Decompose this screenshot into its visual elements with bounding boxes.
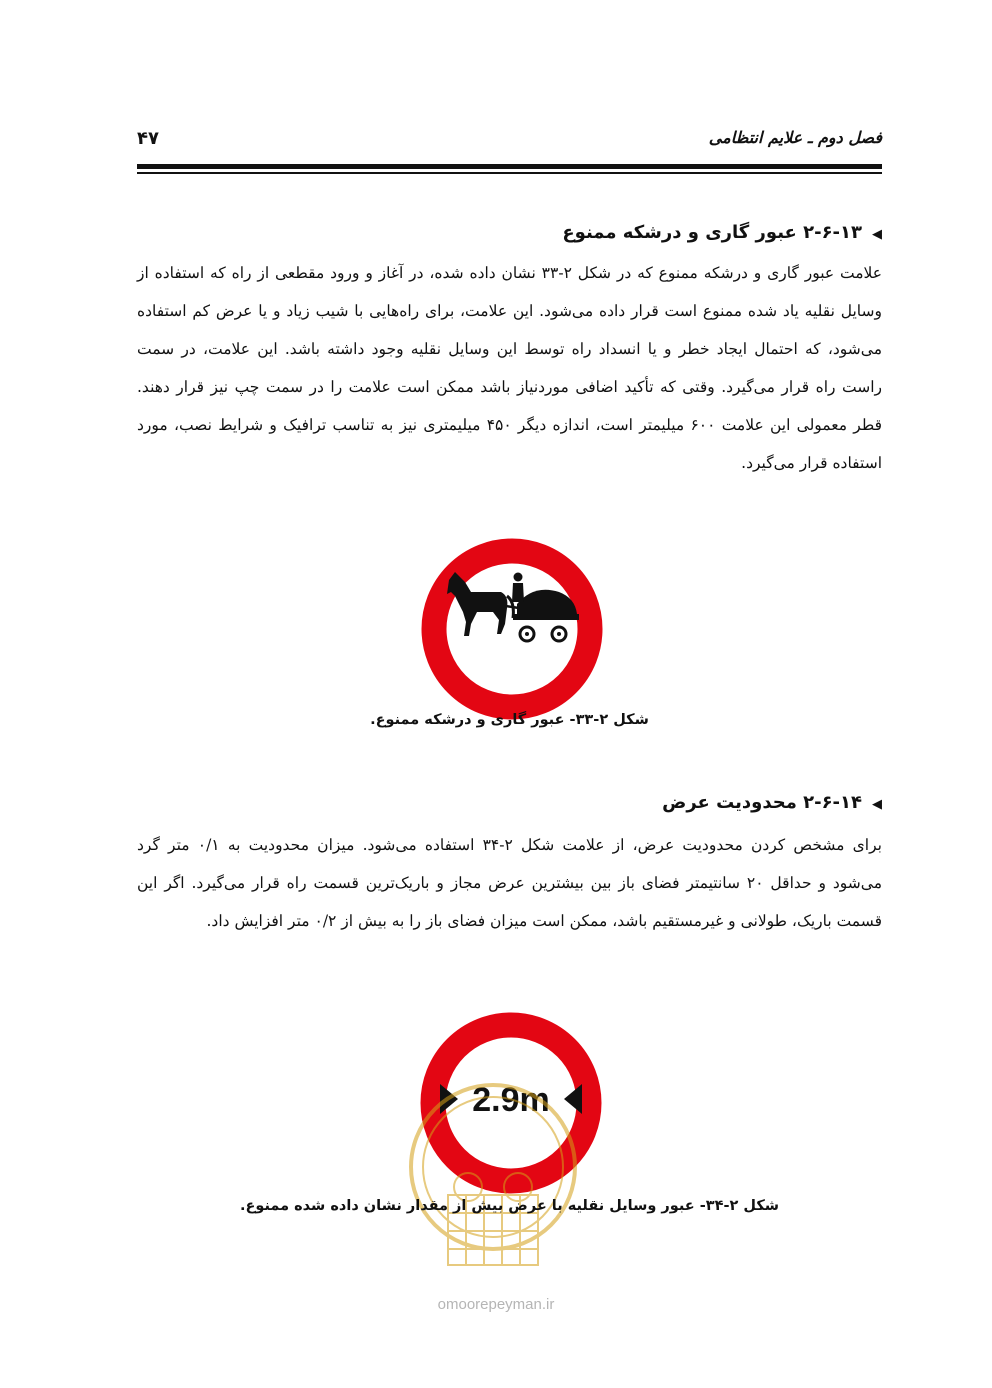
figure-caption-34: شکل ۲-۳۴- عبور وسایل نقلیه با عرض بیش از مقدار نشان داده شده ممنوع. [239,1198,780,1214]
section-title-width [662,792,882,813]
header-rule-thin [137,172,882,174]
figure-caption-33: شکل ۲-۳۳- عبور گاری و درشکه ممنوع. [370,712,649,728]
triangle-bullet-icon: ◀ [872,797,882,812]
watermark-text: omoorepeyman.ir [437,1296,555,1313]
page-number: ۴۷ [137,128,159,149]
section-title-text: ۲-۶-۱۴ محدودیت عرض [662,792,862,813]
no-carts-sign [419,536,605,722]
watermark-logo-icon [378,1075,608,1275]
section-title-text: ۲-۶-۱۳ عبور گاری و درشکه ممنوع [562,222,862,243]
triangle-bullet-icon: ◀ [872,227,882,242]
running-head: فصل دوم ـ علایم انتظامی [708,128,882,147]
section-title-cart [562,222,882,243]
section-body-cart: علامت عبور گاری و درشکه ممنوع که در شکل ۲-۳۳ نشان داده شده، در آغاز و ورود مقطعی از راه که استفاده از وسایل نقلیه یاد شده ممنوع است قرار داده می‌شود. این علامت، برای راه‌هایی با شیب زیاد و یا عرض کم استفاده می‌شود، که احتمال ایجاد خطر و یا انسداد راه توسط این وسایل نقلیه وجود داشته باشد. این علامت، در سمت راست راه قرار می‌گیرد. وقتی که تأکید اضافی موردنیاز باشد ممکن است علامت را در سمت چپ نیز قرار دهند. قطر معمولی این علامت ۶۰۰ میلیمتر است، اندازه دیگر ۴۵۰ میلیمتری نیز به تناسب ترافیک و شرایط نصب، مورد استفاده قرار می‌گیرد. [137,264,883,472]
width-limit-label: 2.9m [472,1081,550,1119]
section-body-width: برای مشخص کردن محدودیت عرض، از علامت شکل ۲-۳۴ استفاده می‌شود. میزان محدودیت به ۰/۱ متر گرد می‌شود و حداقل ۲۰ سانتیمتر فضای باز بین بیشترین عرض مجاز و باریک‌ترین قسمت راه قرار می‌گیرد. اگر این قسمت باریک، طولانی و غیرمستقیم باشد، ممکن است میزان فضای باز را به بیش از ۰/۲ متر افزایش داد. [137,836,883,930]
page-header [137,128,882,160]
header-rule-thick [137,164,882,169]
